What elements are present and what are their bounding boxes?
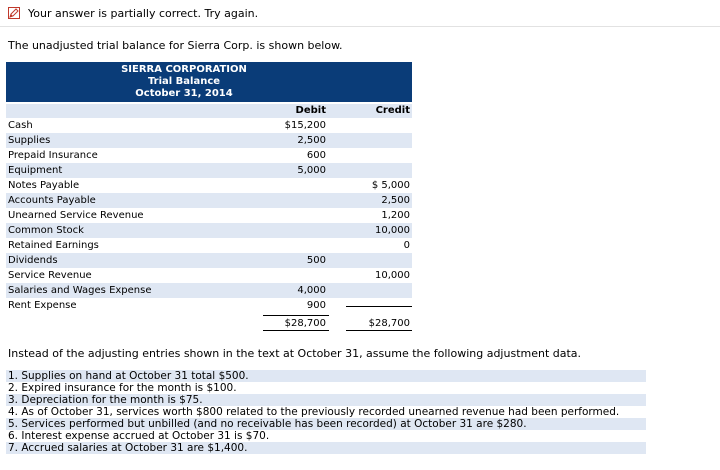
debit-amount: 600 — [306, 150, 326, 161]
intro-text: The unadjusted trial balance for Sierra Corp. is shown below. — [8, 39, 343, 52]
debit-amount: $15,200 — [284, 120, 326, 131]
list-item: 6. Interest expense accrued at October 31 is $70. — [8, 430, 270, 442]
table-row — [6, 148, 412, 163]
account-name: Unearned Service Revenue — [8, 210, 144, 221]
credit-amount: $ 5,000 — [371, 180, 410, 191]
debit-amount: 900 — [306, 300, 326, 311]
credit-amount: 10,000 — [375, 270, 410, 281]
table-row — [6, 208, 412, 223]
adjustment-list — [6, 370, 646, 454]
table-row — [6, 238, 412, 253]
account-name: Equipment — [8, 165, 63, 176]
table-row — [6, 163, 412, 178]
feedback-bar — [0, 0, 720, 27]
company-name: SIERRA CORPORATION — [121, 64, 247, 75]
list-item: 2. Expired insurance for the month is $100. — [8, 382, 237, 394]
list-item: 4. As of October 31, services worth $800 related to the previously recorded unearned revenue had been performed. — [8, 406, 620, 418]
table-row — [6, 193, 412, 208]
trial-balance-table — [6, 62, 412, 330]
feedback-message: Your answer is partially correct. Try again. — [28, 7, 259, 20]
debit-amount: 500 — [306, 255, 326, 266]
list-item: 7. Accrued salaries at October 31 are $1,400. — [6, 442, 646, 454]
total-credit: $28,700 — [368, 318, 410, 329]
account-name: Cash — [8, 120, 33, 131]
column-headers — [6, 104, 412, 118]
credit-total-rule — [346, 306, 412, 307]
debit-amount: 5,000 — [297, 165, 326, 176]
credit-amount: 2,500 — [381, 195, 410, 206]
total-debit: $28,700 — [284, 318, 326, 329]
table-row — [6, 253, 412, 268]
table-row — [6, 178, 412, 193]
list-item: 1. Supplies on hand at October 31 total $500. — [6, 370, 646, 382]
statement-title: Trial Balance — [147, 76, 221, 87]
account-name: Common Stock — [8, 225, 84, 236]
debit-amount: 4,000 — [297, 285, 326, 296]
credit-header: Credit — [375, 105, 410, 116]
table-row — [6, 133, 412, 148]
totals-row — [6, 316, 412, 331]
list-item: 5. Services performed but unbilled (and no receivable has been recorded) at October 31 are $280. — [6, 418, 646, 430]
pencil-icon — [8, 7, 20, 19]
account-name: Prepaid Insurance — [8, 150, 98, 161]
instructions-text: Instead of the adjusting entries shown in the text at October 31, assume the following adjustment data. — [8, 347, 582, 360]
account-name: Accounts Payable — [8, 195, 96, 206]
credit-double-rule — [346, 330, 412, 331]
debit-amount: 2,500 — [297, 135, 326, 146]
account-name: Rent Expense — [8, 300, 77, 311]
table-row — [6, 283, 412, 298]
account-name: Service Revenue — [8, 270, 92, 281]
table-row — [6, 118, 412, 133]
account-name: Notes Payable — [8, 180, 80, 191]
statement-date: October 31, 2014 — [135, 88, 233, 99]
debit-header: Debit — [295, 105, 326, 116]
account-name: Salaries and Wages Expense — [8, 285, 152, 296]
table-row — [6, 223, 412, 238]
table-row — [6, 268, 412, 283]
account-name: Dividends — [8, 255, 58, 266]
list-item: 3. Depreciation for the month is $75. — [6, 394, 646, 406]
credit-amount: 1,200 — [381, 210, 410, 221]
trial-balance-header — [6, 62, 412, 102]
credit-amount: 10,000 — [375, 225, 410, 236]
credit-amount: 0 — [403, 240, 410, 251]
debit-double-rule — [263, 330, 329, 331]
account-name: Supplies — [8, 135, 51, 146]
account-name: Retained Earnings — [8, 240, 99, 251]
